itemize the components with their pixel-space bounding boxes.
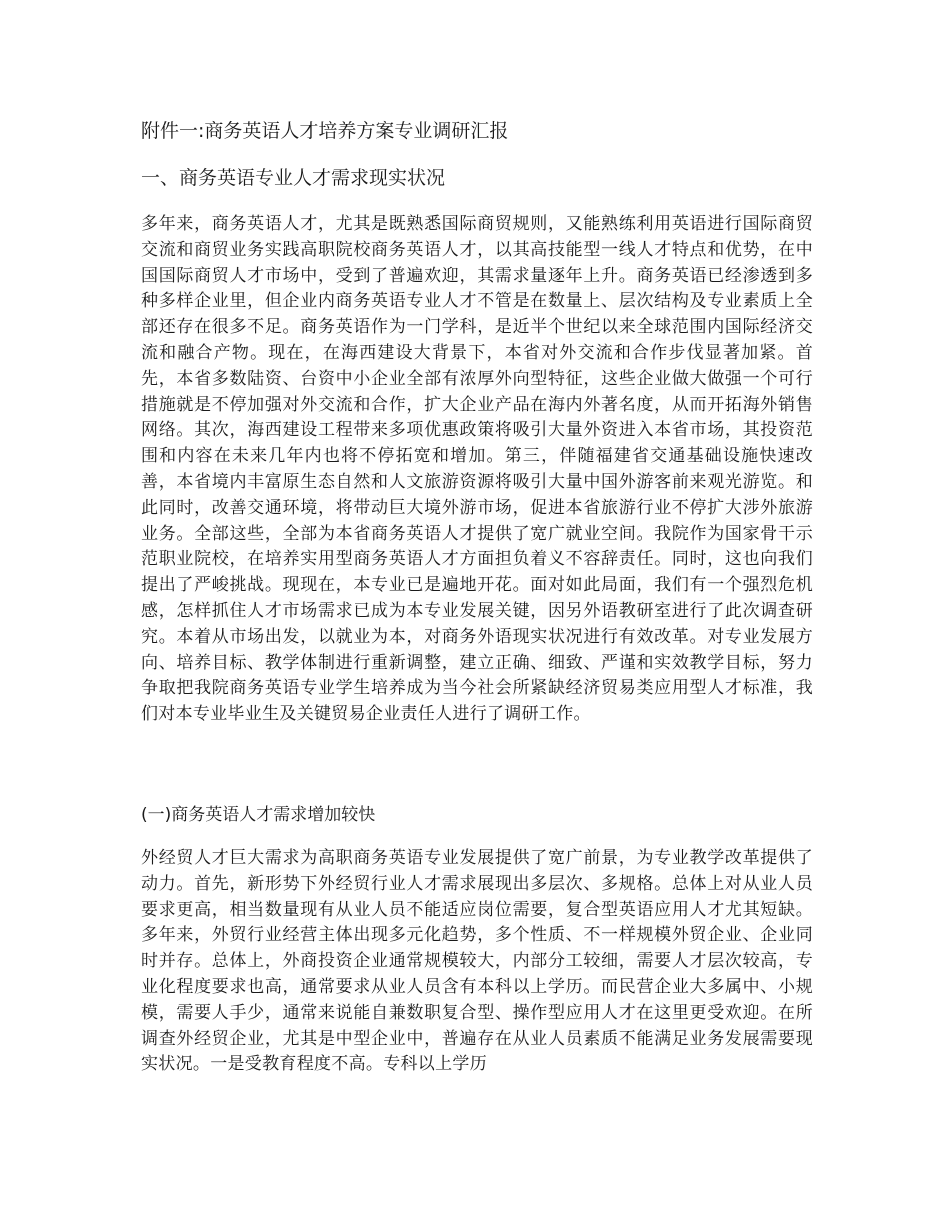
paragraph-demand-growth: 外经贸人才巨大需求为高职商务英语专业发展提供了宽广前景，为专业教学改革提供了动力。首先，新形势下外经贸行业人才需求展现出多层次、多规格。总体上对从业人员要求更高，相当数量现有从业人员不能适应岗位需要，复合型英语应用人才尤其短缺。多年来，外贸行业经营主体出现多元化趋势，多个性质、不一样规模外贸企业、企业同时并存。总体上，外商投资企业通常规模较大，内部分工较细，需要人才层次较高，专业化程度要求也高，通常要求从业人员含有本科以上学历。而民营企业大多属中、小规模，需要人手少，通常来说能自兼数职复合型、操作型应用人才在这里更受欢迎。在所调查外经贸企业，尤其是中型企业中，普遍存在从业人员素质不能满足业务发展需要现实状况。一是受教育程度不高。专科以上学历 <box>141 848 813 1075</box>
section-title: 一、商务英语专业人才需求现实状况 <box>141 167 446 189</box>
paragraph-talent-demand: 多年来，商务英语人才，尤其是既熟悉国际商贸规则，又能熟练利用英语进行国际商贸交流和商贸业务实践高职院校商务英语人才，以其高技能型一线人才特点和优势，在中国国际商贸人才市场中，受到了普遍欢迎，其需求量逐年上升。商务英语已经渗透到多种多样企业里，但企业内商务英语专业人才不管是在数量上、层次结构及专业素质上全部还存在很多不足。商务英语作为一门学科，是近半个世纪以来全球范围内国际经济交流和融合产物。现在，在海西建设大背景下，本省对外交流和合作步伐显著加紧。首先，本省多数陆资、台资中小企业全部有浓厚外向型特征，这些企业做大做强一个可行措施就是不停加强对外交流和合作，扩大企业产品在海内外著名度，从而开拓海外销售网络。其次，海西建设工程带来多项优惠政策将吸引大量外资进入本省市场，其投资范围和内容在未来几年内也将不停拓宽和增加。第三，伴随福建省交通基础设施快速改善，本省境内丰富原生态自然和人文旅游资源将吸引大量中国外游客前来观光游览。和此同时，改善交通环境，将带动巨大境外游市场，促进本省旅游行业不停扩大涉外旅游业务。全部这些，全部为本省商务英语人才提供了宽广就业空间。我院作为国家骨干示范职业院校，在培养实用型商务英语人才方面担负着义不容辞责任。同时，这也向我们提出了严峻挑战。现现在，本专业已是遍地开花。面对如此局面，我们有一个强烈危机感，怎样抓住人才市场需求已成为本专业发展关键，因另外语教研室进行了此次调查研究。本着从市场出发，以就业为本，对商务外语现实状况进行有效改革。对专业发展方向、培养目标、教学体制进行重新调整，建立正确、细致、严谨和实效教学目标，努力争取把我院商务英语专业学生培养成为当今社会所紧缺经济贸易类应用型人才标准，我们对本专业毕业生及关键贸易企业责任人进行了调研工作。 <box>141 214 813 725</box>
attachment-title: 附件一:商务英语人才培养方案专业调研汇报 <box>141 120 509 142</box>
subsection-title: (一)商务英语人才需求增加较快 <box>141 805 376 825</box>
